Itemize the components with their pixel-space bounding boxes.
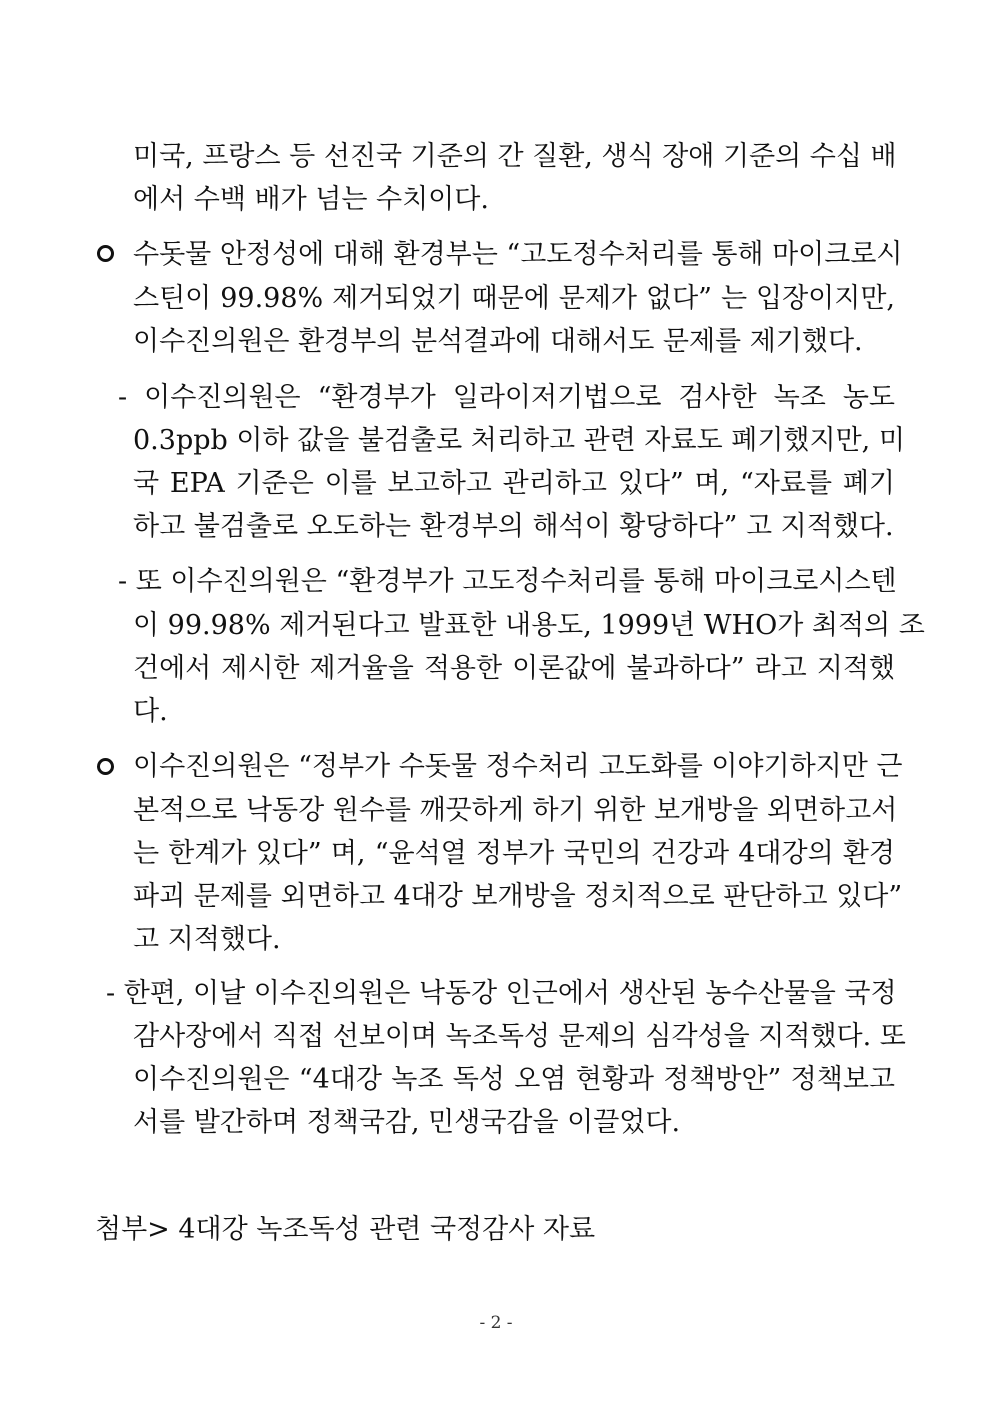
paragraph-line: 이수진의원은 환경부의 분석결과에 대해서도 문제를 제기했다. xyxy=(133,326,863,357)
paragraph-line: 하고 불검출로 오도하는 환경부의 해석이 황당하다” 고 지적했다. xyxy=(133,511,894,542)
paragraph-line: 파괴 문제를 외면하고 4대강 보개방을 정치적으로 판단하고 있다” xyxy=(133,881,903,912)
paragraph-line: 고 지적했다. xyxy=(133,924,281,955)
paragraph-line: 서를 발간하며 정책국감, 민생국감을 이끌었다. xyxy=(133,1107,681,1138)
paragraph-line: 국 EPA 기준은 이를 보고하고 관리하고 있다” 며, “자료를 폐기 xyxy=(133,468,895,499)
attachment-note: 첨부> 4대강 녹조독성 관련 국정감사 자료 xyxy=(95,1214,596,1245)
circle-bullet-icon xyxy=(97,758,114,775)
paragraph-line: 본적으로 낙동강 원수를 깨끗하게 하기 위한 보개방을 외면하고서 xyxy=(133,795,898,826)
paragraph-line: 에서 수백 배가 넘는 수치이다. xyxy=(133,184,489,215)
paragraph-line: 이수진의원은 “4대강 녹조 독성 오염 현황과 정책방안” 정책보고 xyxy=(133,1064,895,1095)
paragraph-line: 다. xyxy=(133,696,168,727)
paragraph-line: 건에서 제시한 제거율을 적용한 이론값에 불과하다” 라고 지적했 xyxy=(133,653,895,684)
paragraph-line: 이 99.98% 제거된다고 발표한 내용도, 1999년 WHO가 최적의 조 xyxy=(133,610,925,641)
paragraph-line: - 이수진의원은 “환경부가 일라이저기법으로 검사한 녹조 농도 xyxy=(118,382,895,413)
paragraph-line: 0.3ppb 이하 값을 불검출로 처리하고 관련 자료도 폐기했지만, 미 xyxy=(133,425,905,456)
paragraph-line: 수돗물 안정성에 대해 환경부는 “고도정수처리를 통해 마이크로시 xyxy=(133,239,903,270)
page-number: - 2 - xyxy=(479,1313,513,1333)
paragraph-line: 감사장에서 직접 선보이며 녹조독성 문제의 심각성을 지적했다. 또 xyxy=(133,1021,906,1052)
paragraph-line: 이수진의원은 “정부가 수돗물 정수처리 고도화를 이야기하지만 근 xyxy=(133,751,903,782)
paragraph-line: 스틴이 99.98% 제거되었기 때문에 문제가 없다” 는 입장이지만, xyxy=(133,283,895,314)
paragraph-line: 미국, 프랑스 등 선진국 기준의 간 질환, 생식 장애 기준의 수십 배 xyxy=(133,141,897,172)
paragraph-line: 는 한계가 있다” 며, “윤석열 정부가 국민의 건강과 4대강의 환경 xyxy=(133,838,895,869)
paragraph-line: - 또 이수진의원은 “환경부가 고도정수처리를 통해 마이크로시스텐 xyxy=(118,566,897,597)
paragraph-line: - 한편, 이날 이수진의원은 낙동강 인근에서 생산된 농수산물을 국정 xyxy=(106,978,897,1009)
circle-bullet-icon xyxy=(97,245,114,262)
